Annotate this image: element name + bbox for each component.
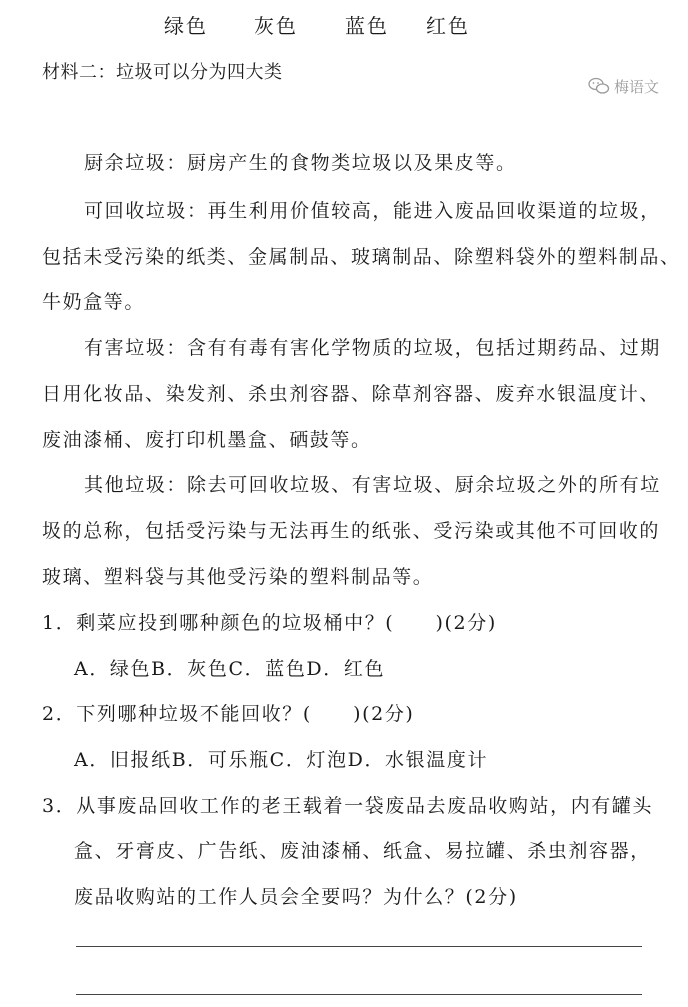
other-waste-paragraph-line-1: 其他垃圾：除去可回收垃圾、有害垃圾、厨余垃圾之外的所有垃 [84, 474, 661, 496]
question-2: 2．下列哪种垃圾不能回收？( )(2分) [42, 703, 415, 725]
recyclable-paragraph-line-2: 包括未受污染的纸类、金属制品、玻璃制品、除塑料袋外的塑料制品、 [42, 246, 681, 268]
hazardous-paragraph-line-1: 有害垃圾：含有有毒有害化学物质的垃圾，包括过期药品、过期 [84, 337, 661, 359]
question-1-options: A．绿色B．灰色C．蓝色D．红色 [74, 658, 386, 680]
color-gray: 灰色 [254, 14, 298, 38]
recyclable-paragraph-line-1: 可回收垃圾：再生利用价值较高，能进入废品回收渠道的垃圾， [84, 200, 661, 222]
question-3-line-1: 3．从事废品回收工作的老王载着一袋废品去废品收购站，内有罐头 [42, 795, 654, 817]
question-3-line-3: 废品收购站的工作人员会全要吗？为什么？(2分) [74, 886, 518, 908]
material-heading: 材料二：垃圾可以分为四大类 [42, 62, 283, 83]
answer-line-1[interactable] [76, 946, 642, 947]
recyclable-paragraph-line-3: 牛奶盒等。 [42, 291, 146, 313]
color-options-row [0, 10, 688, 38]
hazardous-paragraph-line-3: 废油漆桶、废打印机墨盒、硒鼓等。 [42, 429, 372, 451]
color-blue: 蓝色 [345, 14, 389, 38]
question-2-options: A．旧报纸B．可乐瓶C．灯泡D．水银温度计 [74, 749, 489, 771]
other-waste-paragraph-line-2: 圾的总称，包括受污染与无法再生的纸张、受污染或其他不可回收的 [42, 520, 661, 542]
watermark [588, 74, 659, 98]
question-3-line-2: 盒、牙膏皮、广告纸、废油漆桶、纸盒、易拉罐、杀虫剂容器， [74, 840, 651, 862]
color-red: 红色 [426, 14, 470, 38]
hazardous-paragraph-line-2: 日用化妆品、染发剂、杀虫剂容器、除草剂容器、废弃水银温度计、 [42, 383, 661, 405]
wechat-icon [588, 77, 610, 95]
other-waste-paragraph-line-3: 玻璃、塑料袋与其他受污染的塑料制品等。 [42, 566, 434, 588]
color-green: 绿色 [164, 14, 208, 38]
question-1: 1．剩菜应投到哪种颜色的垃圾桶中？( )(2分) [42, 612, 497, 634]
kitchen-waste-paragraph: 厨余垃圾：厨房产生的食物类垃圾以及果皮等。 [84, 152, 517, 174]
watermark-text: 梅语文 [614, 77, 660, 96]
answer-line-2[interactable] [76, 994, 642, 995]
